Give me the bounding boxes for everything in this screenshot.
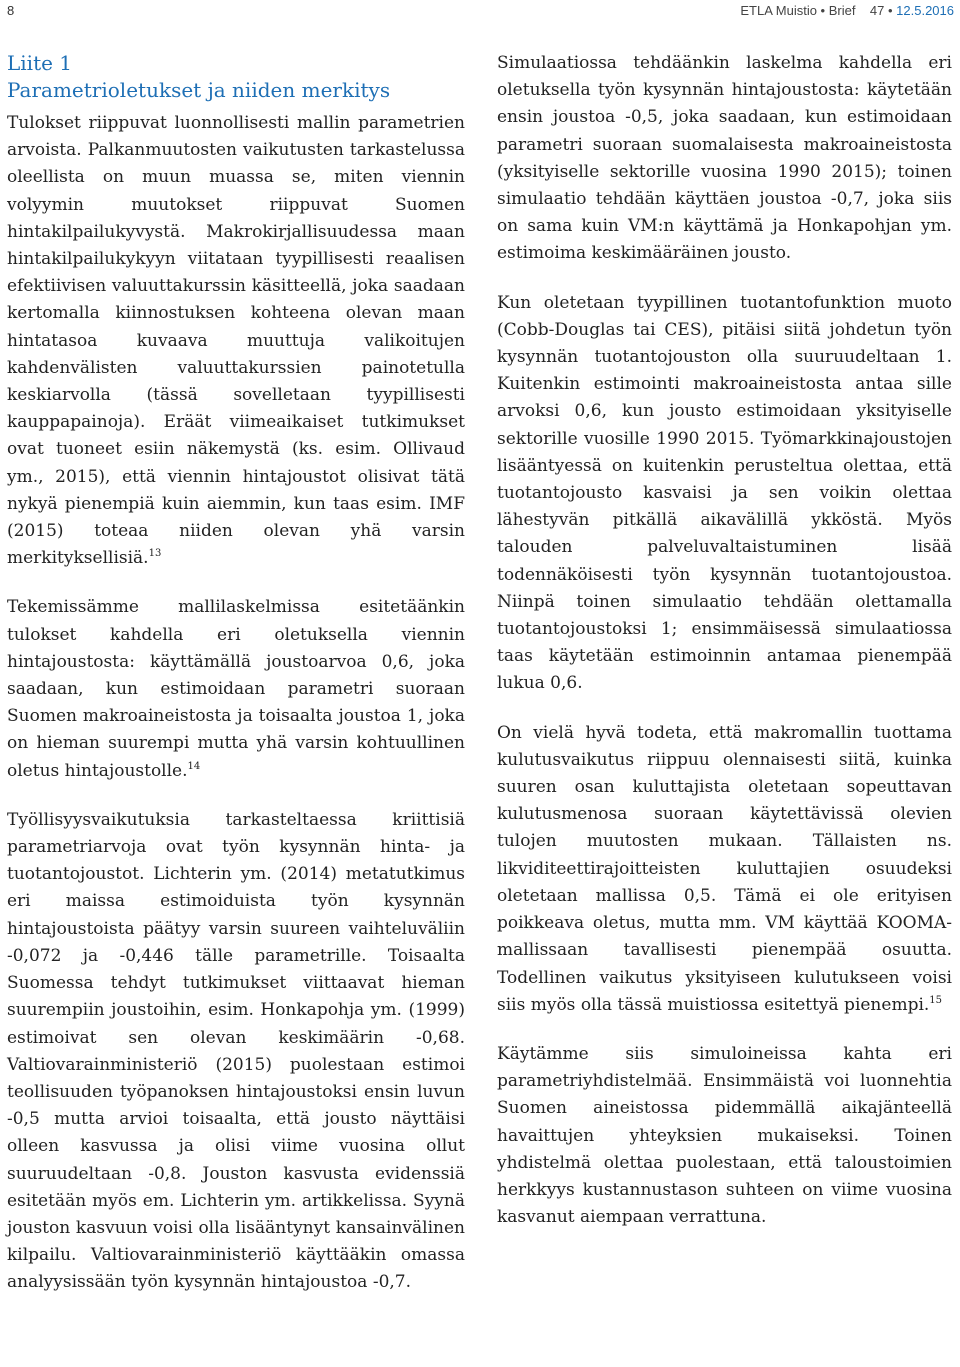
page-number: 8 [7,3,15,18]
paragraph-text: Tekemissämme mallilaskelmissa esitetäänkin tulokset kahdella eri oletuksella viennin hintajoustosta: käyttämällä joustoarvoa 0,6, joka saadaan, kun estimoidaan parametri suoraan Suomen makroaineistosta ja toisaalta joustoa 1, joka on hieman suurempi mutta yhä varsin kohtuullinen oletus hintajoustolle. [7,597,465,781]
appendix-title: Parametrioletukset ja niiden merkitys [7,78,391,102]
footnote-ref[interactable]: 15 [929,994,943,1006]
paragraph: Simulaatiossa tehdäänkin laskelma kahdella eri oletuksella työn kysynnän hintajoustosta: käytetään ensin joustoa -0,5, joka saadaan, kun estimoidaan parametri suoraan suomalaisesta makroaineistosta (yksityiselle sektorille vuosina 1990 2015); toinen simulaatio tehdään käyttäen joustoa -0,7, joka siis on sama kuin VM:n käyttämä ja Honkapohjan ym. estimoima keskimääräinen jousto. [497,53,952,264]
paragraph: Käytämme siis simuloineissa kahta eri parametriyhdistelmää. Ensimmäistä voi luonnehtia Suomen aineistossa pidemmällä aikajänteellä havaittujen yhteyksien mukaiseksi. Toinen yhdistelmä olettaa puolestaan, että taloustoimien herkkyys kustannustason suhteen on viime vuosina kasvanut aiempaan verrattuna. [497,1043,952,1228]
right-column [497,50,952,1231]
footnote-ref[interactable]: 14 [187,760,201,772]
issue-number: 47 [869,3,885,18]
paragraph-text: Tulokset riippuvat luonnollisesti mallin parametrien arvoista. Palkanmuutosten vaikutusten tarkastelussa oleellista on muun muassa se, miten viennin volyymin muutokset riippuvat Suomen hintakilpailukyvystä. Makrokirjallisuudessa maan hintakilpailukykyyn viitataan tyypillisesti reaalisen efektiivisen valuuttakurssin käsitteellä, joka saadaan kertomalla kiinnostuksen kohteena olevan maan hintatasoa kuvaava muuttuja valikoitujen kahdenvälisten valuuttakurssien painotetulla keskiarvolla (tässä sovelletaan tyypillisesti kauppapainoja). Eräät viimeaikaiset tutkimukset ovat tuoneet esiin näkemystä (ks. esim. Ollivaud ym., 2015), että viennin hintajoustot olisivat tätä nykyä pienempiä kuin aiemmin, kun taas esim. IMF (2015) toteaa niiden olevan yhä varsin merkityksellisiä. [7,113,465,569]
paragraph [7,594,465,784]
issue-date: 12.5.2016 [896,3,954,18]
appendix-heading: Liite 1 [7,51,73,75]
running-header: ETLA Muistio • Brief 47 • 12.5.2016 [740,3,954,18]
paragraph: Työllisyysvaikutuksia tarkasteltaessa kriittisiä parametriarvoja ovat työn kysynnän hinta- ja tuotantojoustot. Lichterin ym. (2014) metatutkimus eri maissa estimoiduista työn kysynnän hintajoustoista päätyy varsin suureen vaihteluväliin -0,072 ja -0,446 tälle parametrille. Toisaalta Suomessa tehdyt tutkimukset viittaavat hieman suurempiin joustoihin, esim. Honkapohja ym. (1999) estimoivat sen olevan keskimäärin -0,68. Valtiovarainministeriö (2015) puolestaan estimoi teollisuuden työpanoksen hintajoustoksi ensin luvun -0,5 mutta arvioi toisaalta, että jousto näyttäisi olleen kasvussa ja olisi viime vuosina ollut suuruudeltaan -0,8. Jouston kasvusta evidenssiä esitetään myös em. Lichterin ym. artikkelissa. Syynä jouston kasvuun voisi olla lisääntynyt kansainvälinen kilpailu. Valtiovarainministeriö käyttääkin omassa analyysissään työn kysynnän hintajoustoa -0,7. [7,809,465,1293]
paragraph: Kun oletetaan tyypillinen tuotantofunktion muoto (Cobb-Douglas tai CES), pitäisi siitä johdetun työn kysynnän tuotantojouston olla suuruudeltaan 1. Kuitenkin estimointi makroaineistosta antaa sille arvoksi 0,6, kun jousto estimoidaan yksityiselle sektorille vuosille 1990 2015. Työmarkkinajoustojen lisääntyessä on kuitenkin perusteltua olettaa, että tuotantojousto kasvaisi ja sen voikin olettaa lähestyvän pitkällä aikavälillä ykköstä. Myös talouden palveluvaltaistuminen lisää todennäköisesti työn kysynnän tuotantojoustoa. Niinpä toinen simulaatio tehdään olettamalla tuotantojoustoksi 1; ensimmäisessä simulaatiossa taas käytetään estimoinnin antamaa pienempää lukua 0,6. [497,292,952,694]
left-column [7,50,465,1297]
paragraph-text: On vielä hyvä todeta, että makromallin tuottama kulutusvaikutus riippuu olennaisesti siitä, kuinka suuren osan kuluttajista oletetaan sopeuttavan kulutusmenosa suoraan käytettävissä olevien tulojen muutosten mukaan. Tällaisten ns. likviditeettirajoitteisten kuluttajien osuudeksi oletetaan mallissa 0,5. Tämä ei ole erityisen poikkeava oletus, mutta mm. VM käyttää KOOMA-mallissaan tavallisesti pienempää osuutta. Todellinen vaikutus yksityiseen kulutukseen voisi siis myös olla tässä muistiossa esitettyä pienempi. [497,722,952,1015]
footnote-ref[interactable]: 13 [148,548,162,560]
paragraph [497,720,952,1019]
publication-name: ETLA Muistio • Brief [740,3,856,18]
page-header [0,0,960,26]
paragraph [7,110,465,572]
